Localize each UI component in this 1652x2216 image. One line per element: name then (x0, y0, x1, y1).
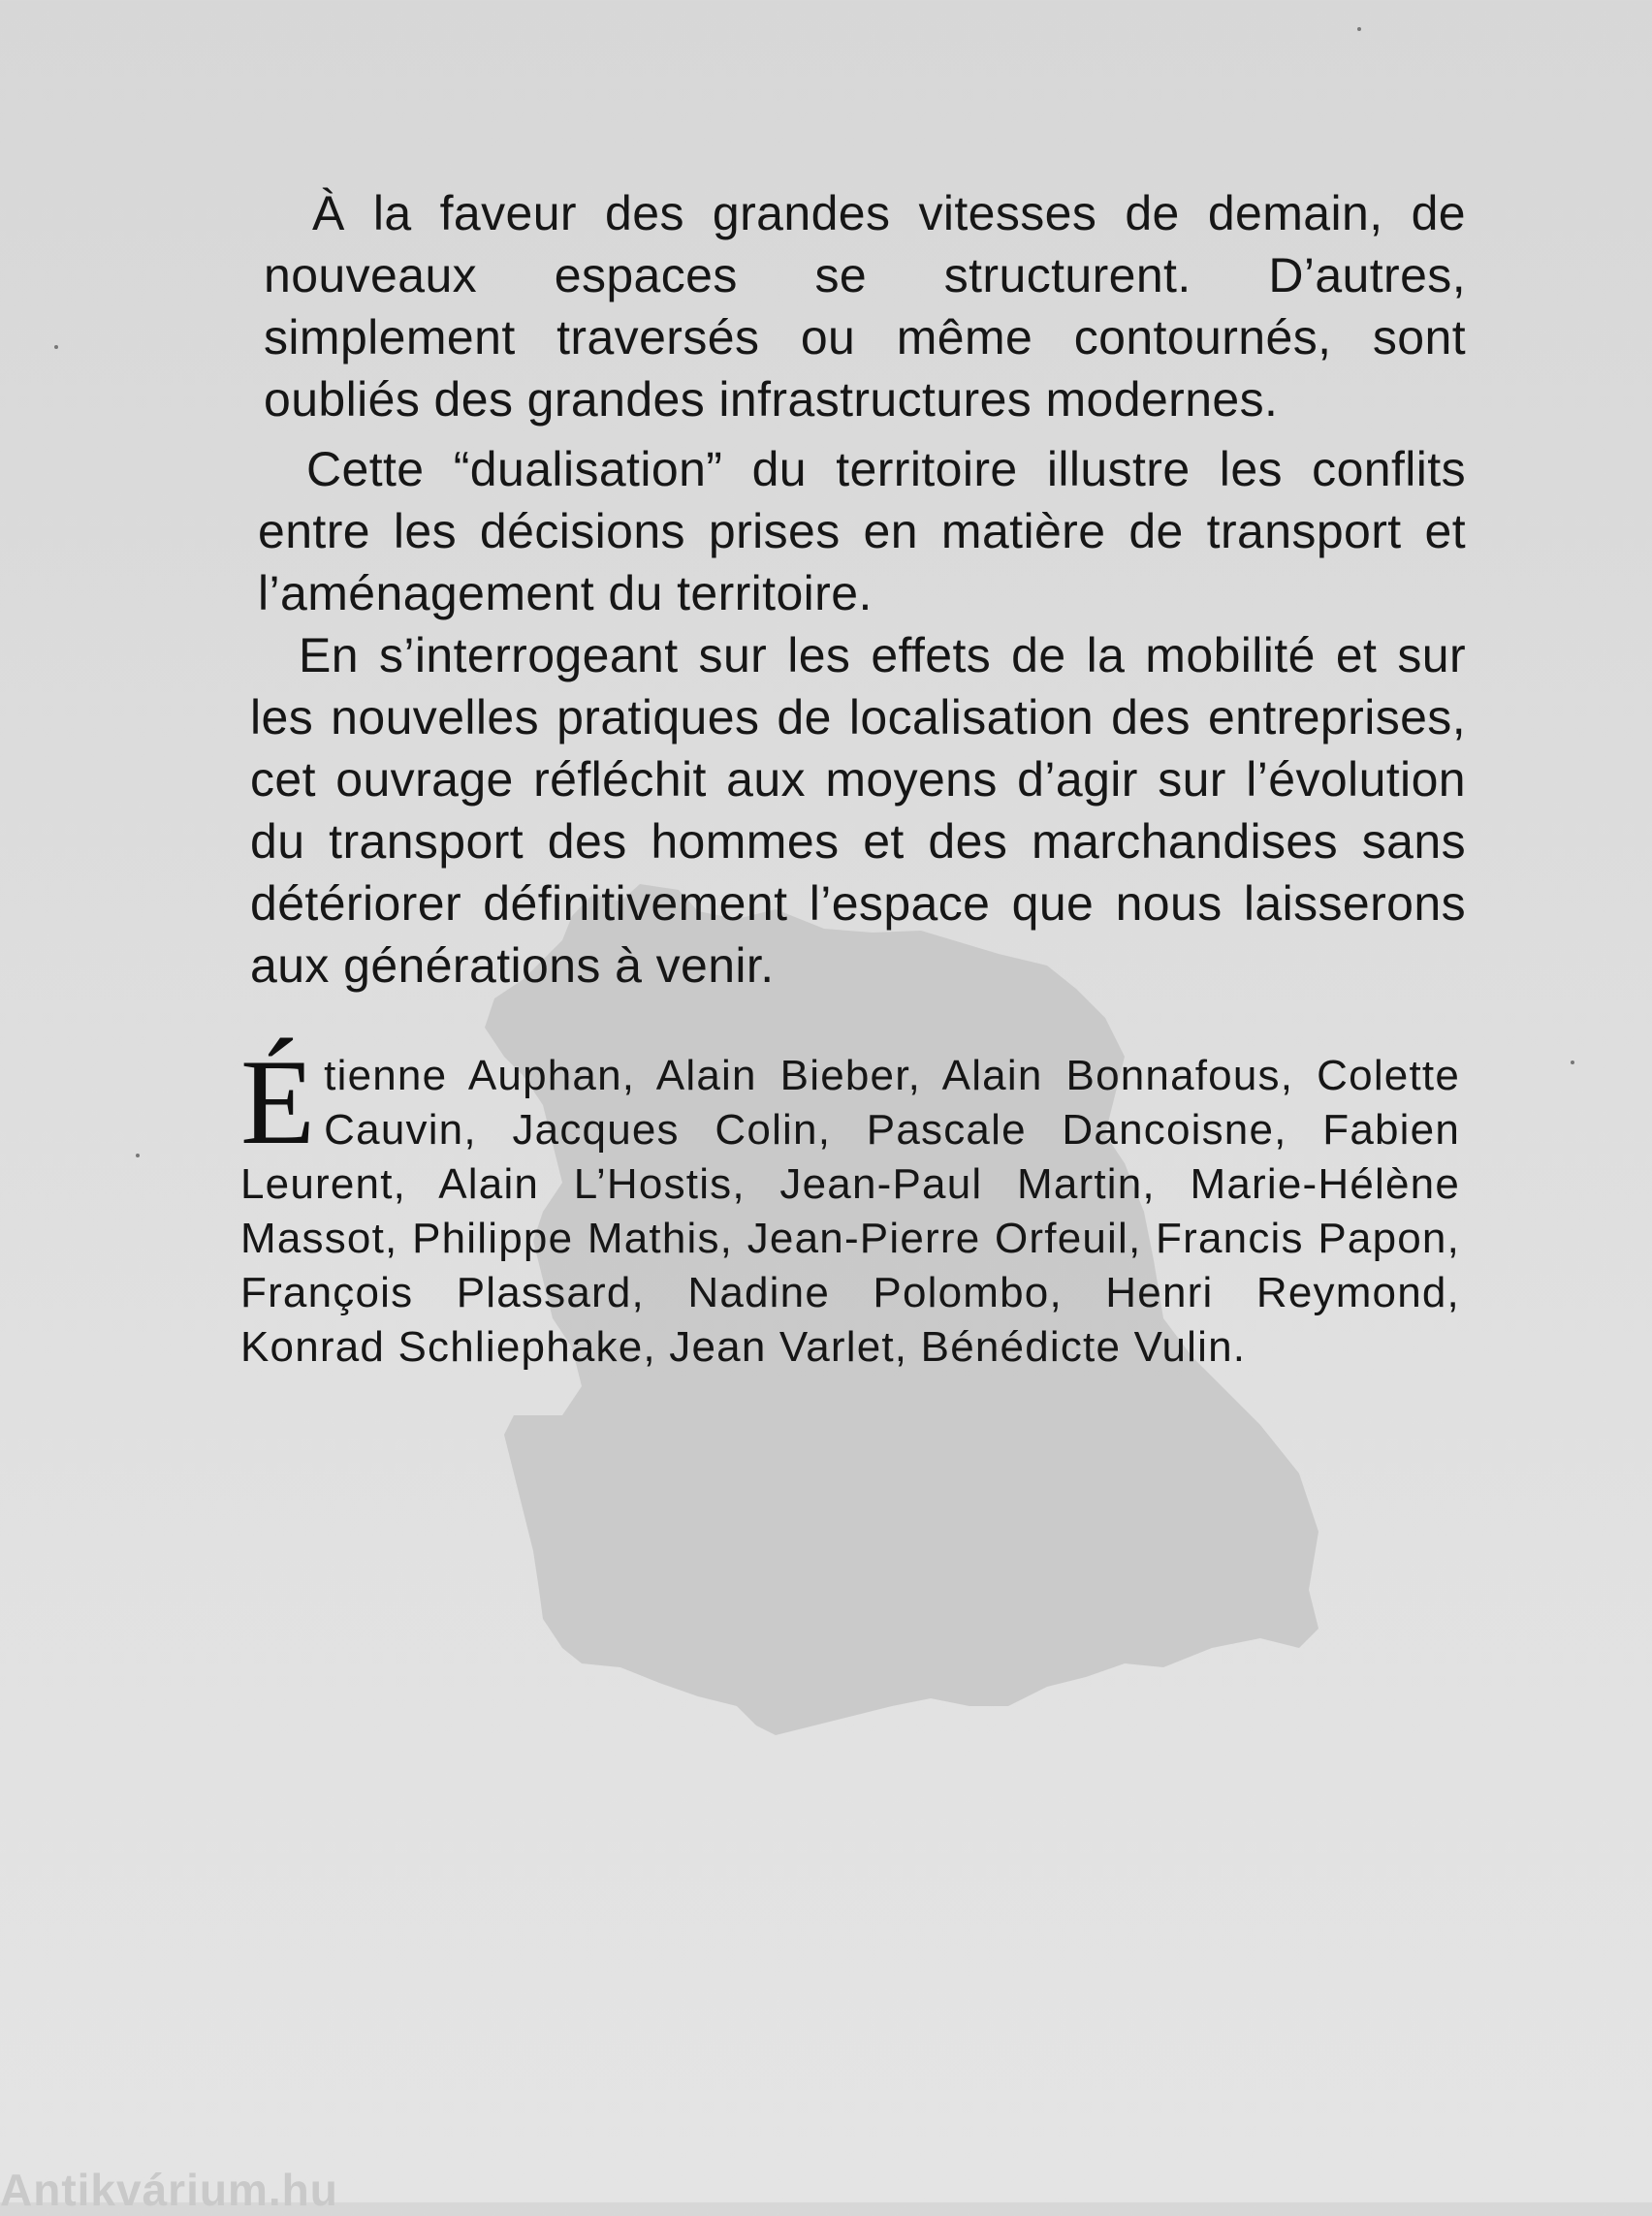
paragraph-3 (250, 624, 1466, 997)
speck (1357, 27, 1361, 31)
authors-text: tienne Auphan, Alain Bieber, Alain Bonnafous, Colette Cauvin, Jacques Colin, Pascale Dancoisne, Fabien Leurent, Alain L’Hostis, Jean-Paul Martin, Marie-Hélène Massot, Philippe Mathis, Jean-Pierre Orfeuil, Francis Papon, François Plassard, Nadine Polombo, Henri Reymond, Konrad Schliephake, Jean Varlet, Bénédicte Vulin. (240, 1052, 1460, 1371)
paragraph-1-text: À la faveur des grandes vitesses de demain, de nouveaux espaces se structurent. D’autres, simplement traversés ou même contournés, sont oubliés des grandes infrastructures modernes. (264, 186, 1466, 427)
paragraph-2 (258, 438, 1466, 624)
paragraph-1 (264, 182, 1466, 430)
speck (136, 1154, 140, 1157)
paragraph-2-text: Cette “dualisation” du territoire illustre les conflits entre les décisions prises en matière de transport et l’aménagement du territoire. (258, 442, 1466, 620)
speck (1571, 1061, 1574, 1064)
paragraph-3-text: En s’interrogeant sur les effets de la mobilité et sur les nouvelles pratiques de localisation des entreprises, cet ouvrage réfléchit aux moyens d’agir sur l’évolution du transport des hommes et des marchandises sans détériorer définitivement l’espace que nous laisserons aux générations à venir. (250, 628, 1466, 993)
authors-list (240, 1035, 1460, 1375)
authors-dropcap: É (240, 1035, 317, 1170)
speck (54, 345, 58, 349)
watermark: Antikvárium.hu (0, 2165, 338, 2215)
